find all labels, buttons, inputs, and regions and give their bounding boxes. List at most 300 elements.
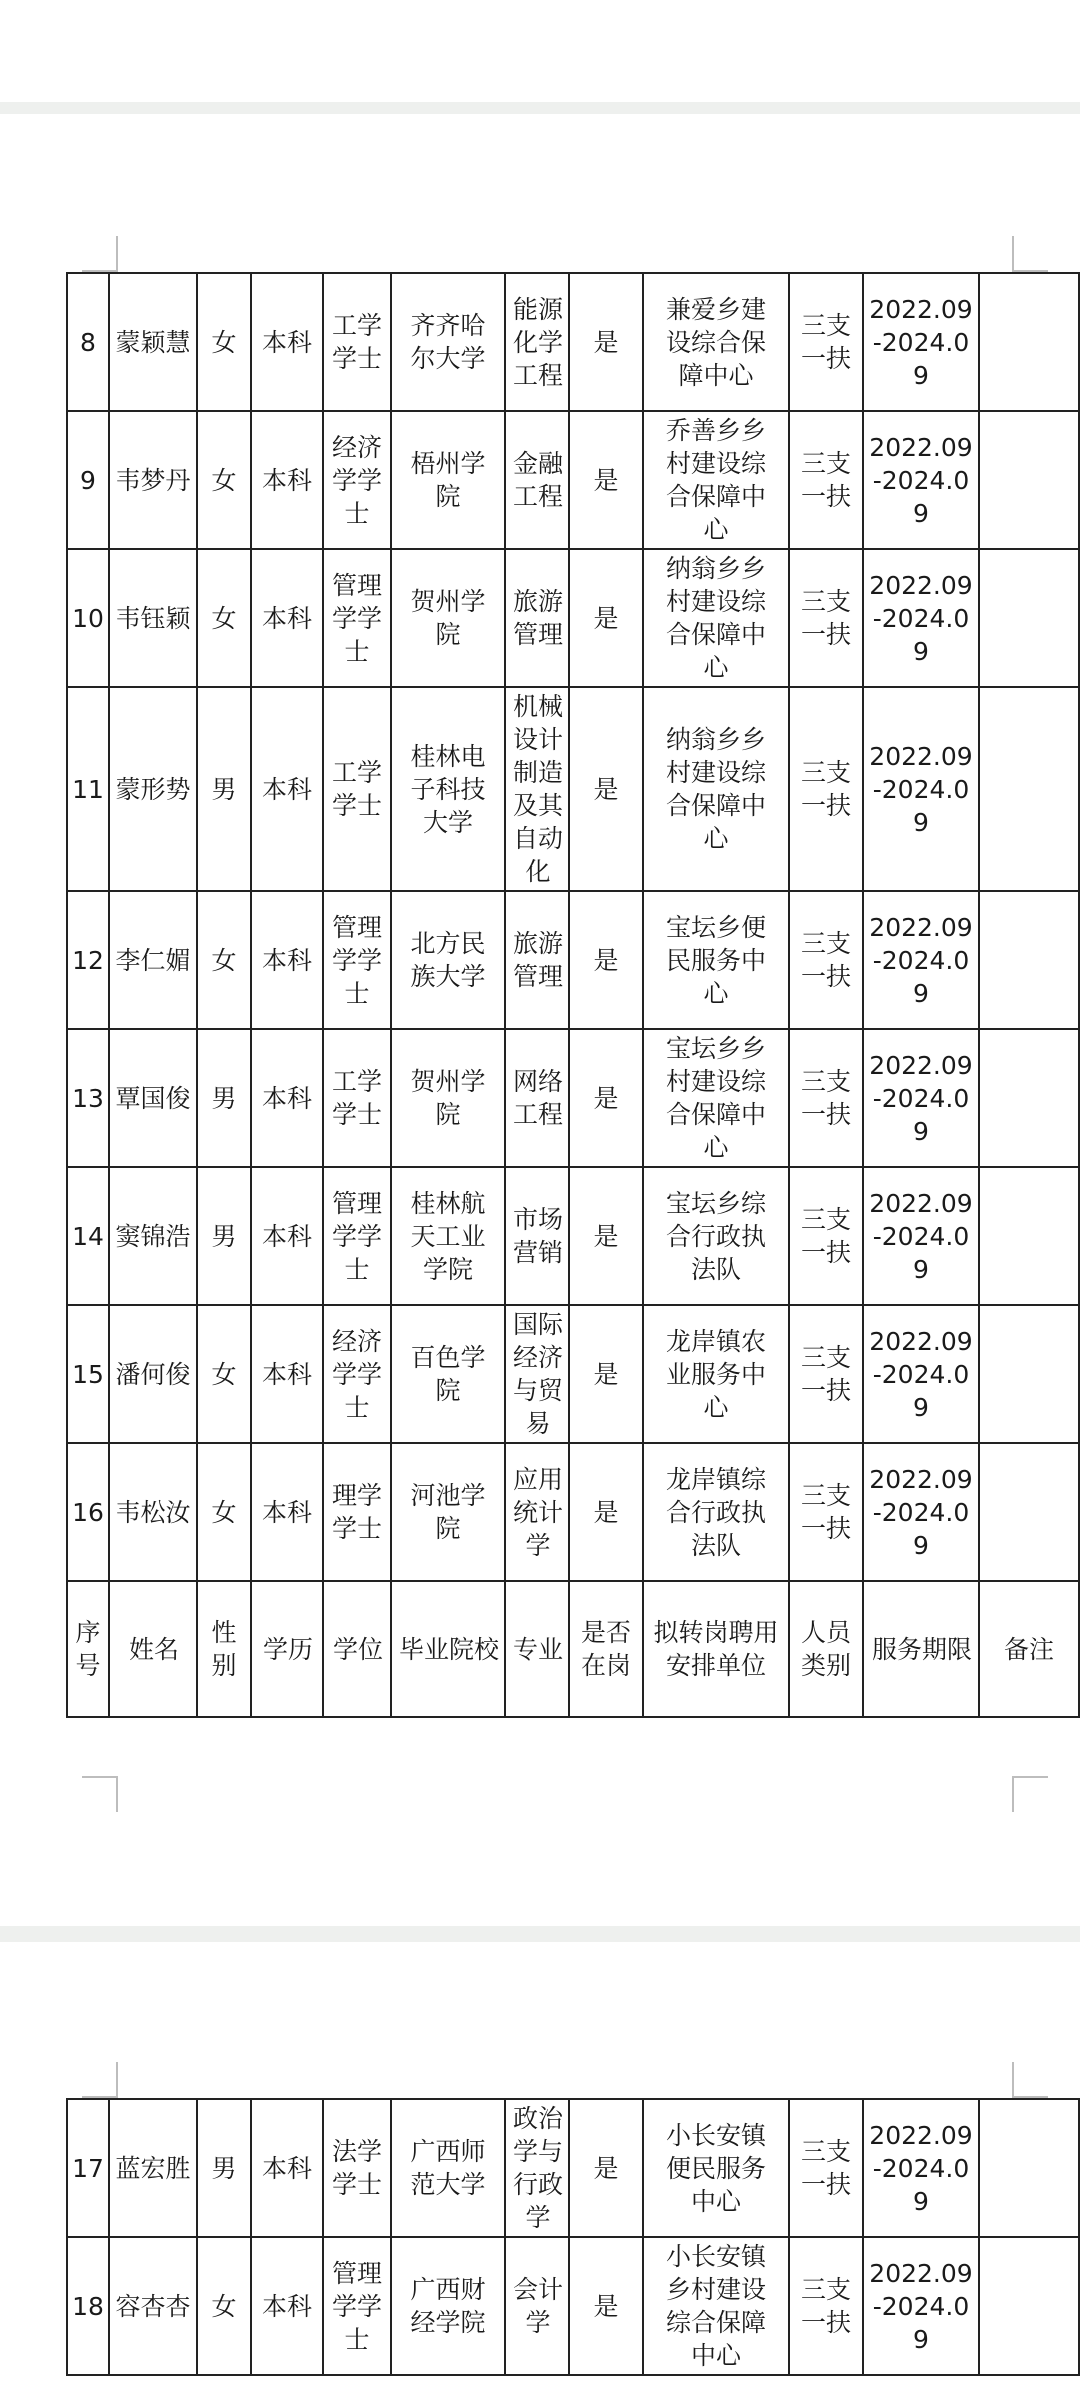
cell-major-text: 应用统计学 — [512, 1464, 563, 1560]
cell-no — [67, 549, 109, 687]
cell-education — [251, 687, 323, 891]
table-row — [67, 1443, 1079, 1581]
table-row — [67, 1167, 1079, 1305]
cell-school-text: 河池学院 — [410, 1481, 486, 1543]
cell-name — [109, 2237, 197, 2375]
cell-note — [979, 273, 1079, 411]
cell-unit — [643, 687, 789, 891]
cell-gender-text: 女 — [211, 1359, 237, 1389]
cell-major — [505, 891, 569, 1029]
cell-education — [251, 1443, 323, 1581]
cell-name — [109, 1443, 197, 1581]
cell-school — [391, 891, 505, 1029]
cell-type — [789, 549, 863, 687]
table-row — [67, 273, 1079, 411]
header-label: 是否在岗 — [580, 1618, 631, 1680]
cell-gender-text: 男 — [211, 774, 237, 804]
cell-note — [979, 411, 1079, 549]
cell-name — [109, 2099, 197, 2237]
cell-type — [789, 2099, 863, 2237]
cell-type-text: 三支一扶 — [800, 311, 851, 373]
cell-gender — [197, 1305, 251, 1443]
cell-degree-text: 法学学士 — [331, 2137, 382, 2199]
header-cell — [643, 1581, 789, 1717]
cell-degree-text: 经济学学士 — [331, 432, 382, 528]
cell-school — [391, 411, 505, 549]
cell-degree — [323, 687, 391, 891]
cell-major-text: 市场营销 — [512, 1205, 563, 1267]
cell-school-text: 梧州学院 — [410, 449, 486, 511]
cell-gender-text: 女 — [211, 945, 237, 975]
cell-on-post — [569, 2099, 643, 2237]
cell-major — [505, 1167, 569, 1305]
cell-education — [251, 891, 323, 1029]
cell-term-text: 2022.09-2024.09 — [869, 1464, 973, 1560]
cell-no-text: 16 — [72, 1497, 104, 1527]
cell-school — [391, 2237, 505, 2375]
cell-term-text: 2022.09-2024.09 — [869, 1188, 973, 1284]
header-cell — [789, 1581, 863, 1717]
cell-unit-text: 宝坛乡综合行政执法队 — [665, 1188, 766, 1284]
cell-major — [505, 687, 569, 891]
crop-mark-bottom-left — [82, 1776, 118, 1812]
cell-type — [789, 273, 863, 411]
cell-note — [979, 687, 1079, 891]
table-row — [67, 1029, 1079, 1167]
cell-gender — [197, 273, 251, 411]
cell-major — [505, 411, 569, 549]
cell-education — [251, 2099, 323, 2237]
cell-unit-text: 龙岸镇农业服务中心 — [665, 1326, 766, 1422]
cell-name-text: 韦钰颖 — [115, 603, 191, 633]
cell-gender-text: 男 — [211, 1083, 237, 1113]
cell-no — [67, 1305, 109, 1443]
table-row — [67, 549, 1079, 687]
header-label: 性别 — [211, 1618, 237, 1680]
cell-name-text: 窦锦浩 — [115, 1221, 191, 1251]
cell-gender — [197, 687, 251, 891]
cell-on-post — [569, 1443, 643, 1581]
cell-no — [67, 891, 109, 1029]
cell-education-text: 本科 — [261, 1221, 312, 1251]
cell-school-text: 广西师范大学 — [410, 2137, 486, 2199]
document-page — [0, 114, 1080, 1926]
cell-no-text: 8 — [80, 327, 96, 357]
crop-mark-top-right — [1012, 2062, 1048, 2098]
cell-major-text: 政治学与行政学 — [512, 2104, 563, 2232]
cell-no — [67, 273, 109, 411]
cell-on-post-text: 是 — [593, 1359, 619, 1389]
cell-name-text: 韦松汝 — [115, 1497, 191, 1527]
cell-gender-text: 女 — [211, 1497, 237, 1527]
cell-school-text: 齐齐哈尔大学 — [410, 311, 486, 373]
cell-major — [505, 1029, 569, 1167]
cell-degree-text: 管理学学士 — [331, 2258, 382, 2354]
document-page-next — [0, 1942, 1080, 2400]
cell-major-text: 旅游管理 — [512, 587, 563, 649]
cell-no-text: 17 — [72, 2153, 104, 2183]
cell-name — [109, 1029, 197, 1167]
cell-term — [863, 1167, 979, 1305]
cell-note — [979, 1305, 1079, 1443]
header-cell — [323, 1581, 391, 1717]
cell-no — [67, 1029, 109, 1167]
cell-term-text: 2022.09-2024.09 — [869, 432, 973, 528]
table-row — [67, 2237, 1079, 2375]
cell-education-text: 本科 — [261, 1497, 312, 1527]
cell-no-text: 11 — [72, 774, 104, 804]
cell-on-post — [569, 1305, 643, 1443]
cell-note — [979, 2099, 1079, 2237]
cell-school-text: 百色学院 — [410, 1343, 486, 1405]
cell-type — [789, 1305, 863, 1443]
cell-name-text: 李仁媚 — [115, 945, 191, 975]
cell-gender — [197, 1443, 251, 1581]
cell-degree-text: 工学学士 — [331, 758, 382, 820]
cell-term-text: 2022.09-2024.09 — [869, 741, 973, 837]
cell-degree — [323, 1305, 391, 1443]
cell-no-text: 10 — [72, 603, 104, 633]
cell-no-text: 15 — [72, 1359, 104, 1389]
cell-name-text: 韦梦丹 — [115, 465, 191, 495]
header-label: 备注 — [1003, 1634, 1054, 1664]
cell-school — [391, 549, 505, 687]
cell-type-text: 三支一扶 — [800, 929, 851, 991]
cell-school — [391, 1305, 505, 1443]
cell-gender — [197, 549, 251, 687]
cell-unit-text: 小长安镇乡村建设综合保障中心 — [665, 2242, 766, 2370]
cell-on-post — [569, 1167, 643, 1305]
cell-degree — [323, 1167, 391, 1305]
cell-gender-text: 男 — [211, 2153, 237, 2183]
cell-no — [67, 411, 109, 549]
cell-type — [789, 411, 863, 549]
cell-type-text: 三支一扶 — [800, 1343, 851, 1405]
cell-degree-text: 经济学学士 — [331, 1326, 382, 1422]
cell-on-post-text: 是 — [593, 603, 619, 633]
cell-no-text: 18 — [72, 2291, 104, 2321]
cell-no-text: 9 — [80, 465, 96, 495]
cell-unit-text: 宝坛乡乡村建设综合保障中心 — [665, 1034, 766, 1162]
cell-name-text: 蓝宏胜 — [115, 2153, 191, 2183]
cell-degree — [323, 2237, 391, 2375]
cell-degree — [323, 273, 391, 411]
cell-name — [109, 549, 197, 687]
cell-major-text: 能源化学工程 — [512, 294, 563, 390]
cell-unit — [643, 1167, 789, 1305]
cell-education-text: 本科 — [261, 945, 312, 975]
cell-major-text: 金融工程 — [512, 449, 563, 511]
cell-degree — [323, 891, 391, 1029]
cell-on-post-text: 是 — [593, 774, 619, 804]
header-cell — [569, 1581, 643, 1717]
cell-major — [505, 2099, 569, 2237]
cell-major-text: 国际经济与贸易 — [512, 1310, 563, 1438]
cell-degree — [323, 1443, 391, 1581]
cell-gender-text: 女 — [211, 465, 237, 495]
cell-type — [789, 1167, 863, 1305]
cell-on-post — [569, 891, 643, 1029]
cell-term — [863, 549, 979, 687]
staff-table-continued — [66, 2098, 1080, 2376]
cell-on-post — [569, 273, 643, 411]
cell-gender — [197, 2099, 251, 2237]
cell-unit — [643, 1443, 789, 1581]
cell-term — [863, 891, 979, 1029]
cell-name — [109, 411, 197, 549]
cell-term — [863, 1029, 979, 1167]
cell-education-text: 本科 — [261, 465, 312, 495]
cell-name — [109, 273, 197, 411]
cell-on-post-text: 是 — [593, 2291, 619, 2321]
cell-on-post — [569, 2237, 643, 2375]
cell-major — [505, 2237, 569, 2375]
cell-no — [67, 1443, 109, 1581]
cell-degree-text: 工学学士 — [331, 311, 382, 373]
cell-term-text: 2022.09-2024.09 — [869, 294, 973, 390]
crop-mark-top-right — [1012, 236, 1048, 272]
cell-major-text: 机械设计制造及其自动化 — [512, 692, 563, 886]
cell-gender — [197, 1167, 251, 1305]
cell-name-text: 潘何俊 — [115, 1359, 191, 1389]
cell-on-post-text: 是 — [593, 945, 619, 975]
header-cell — [863, 1581, 979, 1717]
table-row — [67, 891, 1079, 1029]
cell-note — [979, 891, 1079, 1029]
cell-education-text: 本科 — [261, 1083, 312, 1113]
cell-term-text: 2022.09-2024.09 — [869, 2258, 973, 2354]
header-cell — [979, 1581, 1079, 1717]
cell-school-text: 北方民族大学 — [410, 929, 486, 991]
cell-education-text: 本科 — [261, 327, 312, 357]
cell-school-text: 桂林电子科技大学 — [410, 741, 486, 837]
header-label: 毕业院校 — [398, 1634, 499, 1664]
header-label: 拟转岗聘用安排单位 — [653, 1618, 779, 1680]
page-top-fragment — [0, 0, 1080, 102]
cell-type-text: 三支一扶 — [800, 1067, 851, 1129]
cell-term — [863, 273, 979, 411]
header-cell — [67, 1581, 109, 1717]
cell-unit-text: 兼爱乡建设综合保障中心 — [665, 294, 766, 390]
cell-name — [109, 1167, 197, 1305]
cell-education-text: 本科 — [261, 2291, 312, 2321]
header-cell — [197, 1581, 251, 1717]
cell-type-text: 三支一扶 — [800, 2137, 851, 2199]
cell-type — [789, 1443, 863, 1581]
cell-gender-text: 女 — [211, 2291, 237, 2321]
table-row — [67, 2099, 1079, 2237]
cell-school-text: 桂林航天工业学院 — [410, 1188, 486, 1284]
cell-type-text: 三支一扶 — [800, 2275, 851, 2337]
cell-education — [251, 1305, 323, 1443]
cell-gender — [197, 1029, 251, 1167]
cell-name-text: 蒙颖慧 — [115, 327, 191, 357]
header-label: 服务期限 — [871, 1634, 972, 1664]
header-cell — [109, 1581, 197, 1717]
cell-term — [863, 687, 979, 891]
cell-unit — [643, 273, 789, 411]
cell-name — [109, 687, 197, 891]
header-label: 人员类别 — [800, 1618, 851, 1680]
cell-note — [979, 1167, 1079, 1305]
crop-mark-top-left — [82, 2062, 118, 2098]
cell-no-text: 14 — [72, 1221, 104, 1251]
cell-unit-text: 纳翁乡乡村建设综合保障中心 — [665, 554, 766, 682]
cell-education — [251, 549, 323, 687]
cell-term — [863, 2099, 979, 2237]
cell-term — [863, 1443, 979, 1581]
table-row — [67, 1305, 1079, 1443]
cell-gender-text: 女 — [211, 603, 237, 633]
cell-unit — [643, 1305, 789, 1443]
cell-type-text: 三支一扶 — [800, 758, 851, 820]
cell-term — [863, 1305, 979, 1443]
cell-on-post-text: 是 — [593, 2153, 619, 2183]
cell-term-text: 2022.09-2024.09 — [869, 1050, 973, 1146]
cell-gender-text: 女 — [211, 327, 237, 357]
cell-school — [391, 2099, 505, 2237]
cell-degree-text: 管理学学士 — [331, 912, 382, 1008]
cell-no — [67, 2237, 109, 2375]
cell-gender-text: 男 — [211, 1221, 237, 1251]
cell-education — [251, 1167, 323, 1305]
cell-note — [979, 1029, 1079, 1167]
cell-major — [505, 273, 569, 411]
cell-term-text: 2022.09-2024.09 — [869, 912, 973, 1008]
header-cell — [391, 1581, 505, 1717]
cell-education — [251, 411, 323, 549]
cell-education-text: 本科 — [261, 1359, 312, 1389]
cell-degree — [323, 411, 391, 549]
cell-type — [789, 687, 863, 891]
cell-on-post-text: 是 — [593, 465, 619, 495]
cell-note — [979, 1443, 1079, 1581]
cell-gender — [197, 2237, 251, 2375]
header-cell — [251, 1581, 323, 1717]
cell-name — [109, 891, 197, 1029]
cell-degree-text: 理学学士 — [331, 1481, 382, 1543]
cell-type-text: 三支一扶 — [800, 1205, 851, 1267]
cell-name-text: 蒙形势 — [115, 774, 191, 804]
cell-on-post — [569, 1029, 643, 1167]
cell-unit — [643, 2237, 789, 2375]
cell-unit — [643, 1029, 789, 1167]
cell-degree-text: 工学学士 — [331, 1067, 382, 1129]
cell-school-text: 广西财经学院 — [410, 2275, 486, 2337]
cell-gender — [197, 891, 251, 1029]
cell-education — [251, 1029, 323, 1167]
cell-name-text: 容杏杏 — [115, 2291, 191, 2321]
cell-type — [789, 2237, 863, 2375]
cell-no — [67, 1167, 109, 1305]
cell-term-text: 2022.09-2024.09 — [869, 2120, 973, 2216]
cell-on-post-text: 是 — [593, 1083, 619, 1113]
cell-on-post-text: 是 — [593, 1497, 619, 1527]
cell-name — [109, 1305, 197, 1443]
cell-gender — [197, 411, 251, 549]
cell-on-post — [569, 549, 643, 687]
cell-unit-text: 小长安镇便民服务中心 — [665, 2120, 766, 2216]
cell-degree — [323, 1029, 391, 1167]
cell-major-text: 旅游管理 — [512, 929, 563, 991]
cell-major-text: 会计学 — [512, 2275, 563, 2337]
header-cell — [505, 1581, 569, 1717]
cell-major — [505, 1305, 569, 1443]
cell-education-text: 本科 — [261, 774, 312, 804]
header-label: 姓名 — [128, 1634, 179, 1664]
table-row — [67, 687, 1079, 891]
cell-type — [789, 891, 863, 1029]
cell-unit-text: 宝坛乡便民服务中心 — [665, 912, 766, 1008]
cell-on-post — [569, 687, 643, 891]
crop-mark-bottom-right — [1012, 1776, 1048, 1812]
cell-no-text: 12 — [72, 945, 104, 975]
cell-unit — [643, 549, 789, 687]
cell-term — [863, 2237, 979, 2375]
cell-degree — [323, 2099, 391, 2237]
cell-school-text: 贺州学院 — [410, 1067, 486, 1129]
cell-unit-text: 纳翁乡乡村建设综合保障中心 — [665, 725, 766, 853]
cell-school — [391, 1167, 505, 1305]
cell-education-text: 本科 — [261, 2153, 312, 2183]
cell-term — [863, 411, 979, 549]
cell-education — [251, 2237, 323, 2375]
cell-on-post-text: 是 — [593, 1221, 619, 1251]
header-label: 学位 — [332, 1634, 383, 1664]
cell-no — [67, 687, 109, 891]
cell-major — [505, 549, 569, 687]
cell-major-text: 网络工程 — [512, 1067, 563, 1129]
header-label: 专业 — [512, 1634, 563, 1664]
cell-school — [391, 687, 505, 891]
cell-school — [391, 1029, 505, 1167]
cell-on-post-text: 是 — [593, 327, 619, 357]
cell-degree-text: 管理学学士 — [331, 1188, 382, 1284]
cell-school — [391, 273, 505, 411]
cell-unit — [643, 2099, 789, 2237]
table-header-row — [67, 1581, 1079, 1717]
table-row — [67, 411, 1079, 549]
cell-note — [979, 549, 1079, 687]
staff-table — [66, 272, 1080, 1718]
header-label: 学历 — [262, 1634, 313, 1664]
cell-unit-text: 乔善乡乡村建设综合保障中心 — [665, 416, 766, 544]
cell-degree — [323, 549, 391, 687]
cell-type-text: 三支一扶 — [800, 587, 851, 649]
cell-unit-text: 龙岸镇综合行政执法队 — [665, 1464, 766, 1560]
cell-type — [789, 1029, 863, 1167]
cell-no-text: 13 — [72, 1083, 104, 1113]
header-label: 序号 — [75, 1618, 101, 1680]
cell-unit — [643, 891, 789, 1029]
cell-type-text: 三支一扶 — [800, 449, 851, 511]
cell-term-text: 2022.09-2024.09 — [869, 1326, 973, 1422]
cell-no — [67, 2099, 109, 2237]
cell-note — [979, 2237, 1079, 2375]
cell-name-text: 覃国俊 — [115, 1083, 191, 1113]
cell-school-text: 贺州学院 — [410, 587, 486, 649]
cell-on-post — [569, 411, 643, 549]
crop-mark-top-left — [82, 236, 118, 272]
cell-unit — [643, 411, 789, 549]
cell-type-text: 三支一扶 — [800, 1481, 851, 1543]
cell-degree-text: 管理学学士 — [331, 570, 382, 666]
cell-term-text: 2022.09-2024.09 — [869, 570, 973, 666]
cell-school — [391, 1443, 505, 1581]
cell-major — [505, 1443, 569, 1581]
cell-education — [251, 273, 323, 411]
cell-education-text: 本科 — [261, 603, 312, 633]
